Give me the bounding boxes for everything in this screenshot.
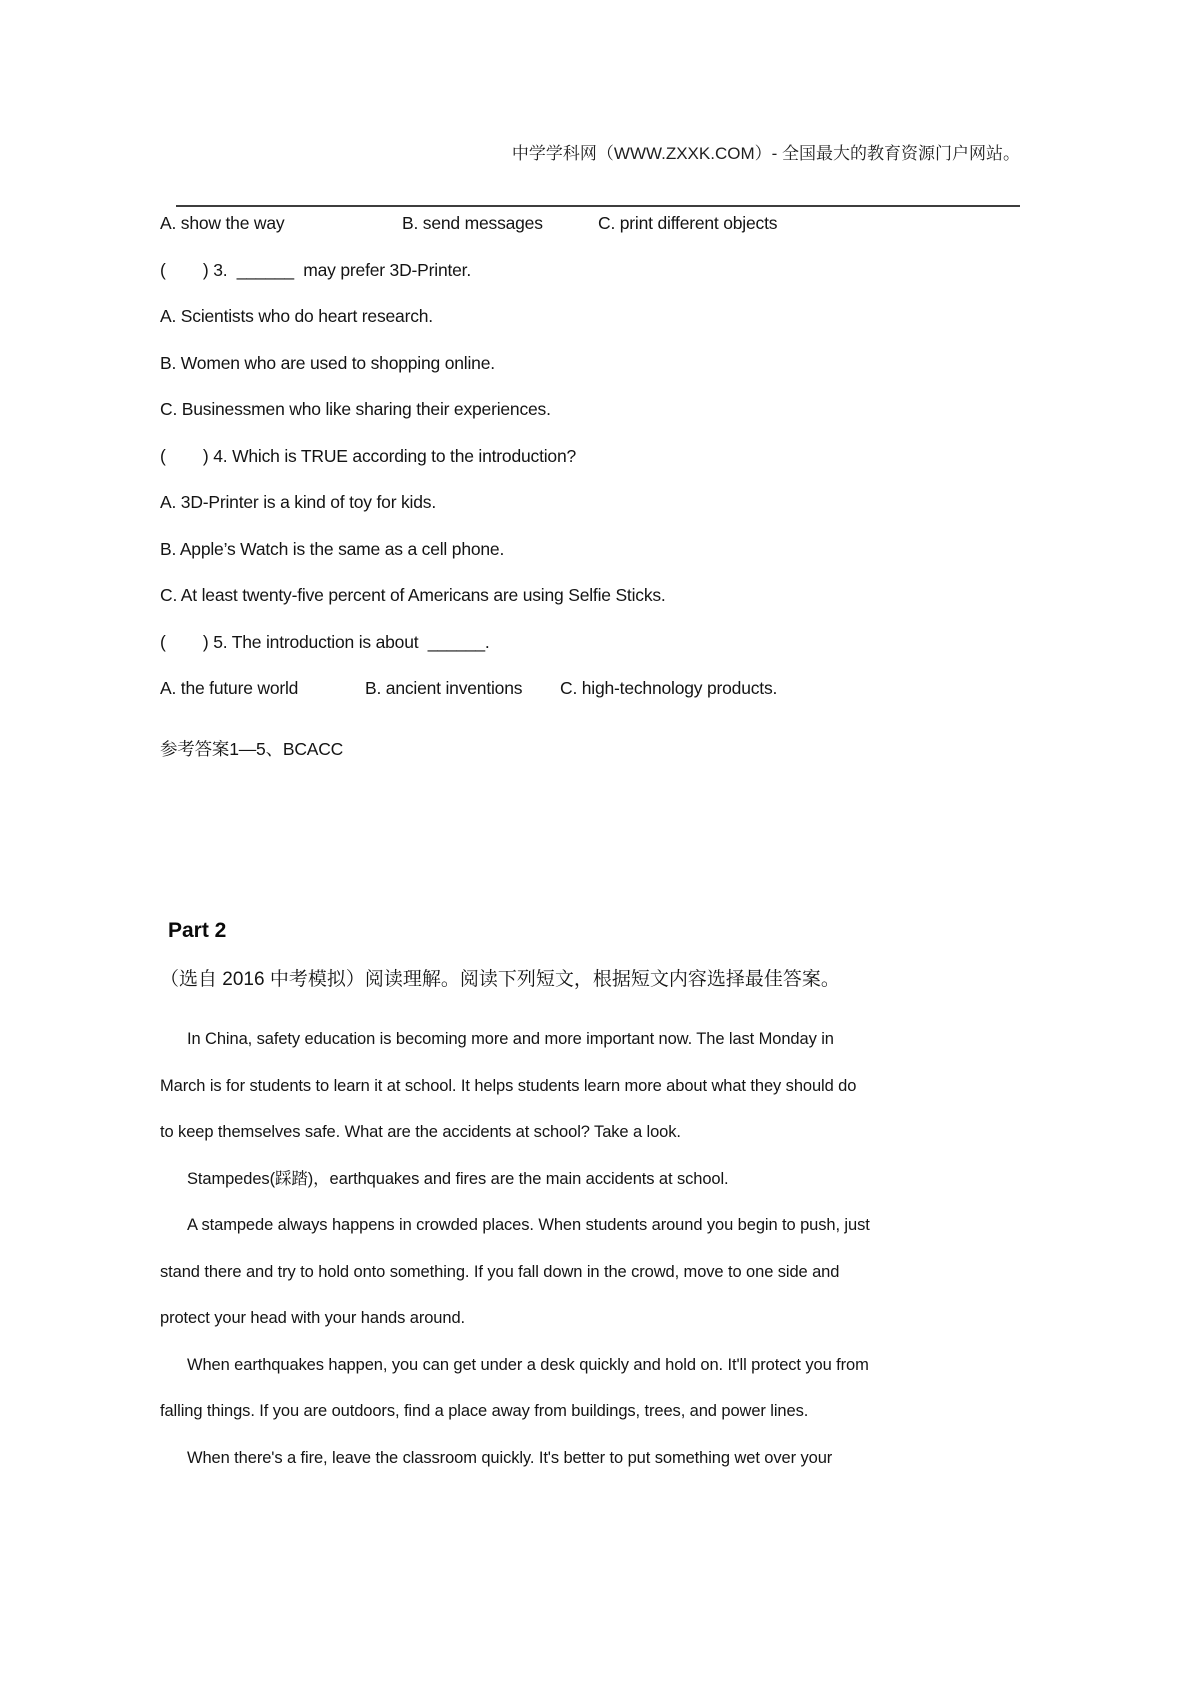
- passage-line: When earthquakes happen, you can get under a desk quickly and hold on. It'll protect you from: [187, 1355, 869, 1374]
- passage-line: Stampedes(踩踏)，earthquakes and fires are the main accidents at school.: [187, 1169, 729, 1188]
- q4-option-a: A. 3D-Printer is a kind of toy for kids.: [160, 492, 436, 512]
- site-header: [176, 106, 1020, 207]
- question5-stem: ( ) 5. The introduction is about ______.: [160, 631, 490, 652]
- q5-option-b: B. ancient inventions: [365, 678, 523, 698]
- q5-option-c: C. high-technology products.: [560, 678, 778, 698]
- part2-passage: [160, 1016, 1070, 1481]
- q2-option-c: C. print different objects: [598, 213, 778, 233]
- q4-option-c: C. At least twenty-five percent of Americans are using Selfie Sticks.: [160, 585, 666, 605]
- passage-line: A stampede always happens in crowded places. When students around you begin to push, just: [187, 1216, 870, 1234]
- question4-stem: ( ) 4. Which is TRUE according to the introduction?: [160, 445, 577, 466]
- q2-option-a: A. show the way: [160, 213, 285, 233]
- q3-option-a: A. Scientists who do heart research.: [160, 306, 433, 326]
- part2-heading: Part 2: [168, 919, 227, 942]
- question2-options-row: [160, 200, 1060, 247]
- part1-questions-section: [160, 200, 1060, 772]
- answer-key-line: 参考答案1—5、BCACC: [160, 738, 344, 759]
- passage-line: stand there and try to hold onto something. If you fall down in the crowd, move to one side and: [160, 1262, 840, 1281]
- passage-line: falling things. If you are outdoors, find a place away from buildings, trees, and power lines.: [160, 1402, 809, 1420]
- passage-line: When there's a fire, leave the classroom quickly. It's better to put something wet over your: [187, 1448, 833, 1467]
- passage-line: to keep themselves safe. What are the accidents at school? Take a look.: [160, 1123, 681, 1141]
- q2-option-b: B. send messages: [402, 213, 543, 233]
- passage-line: March is for students to learn it at school. It helps students learn more about what they should do: [160, 1076, 857, 1095]
- part2-instruction: （选自 2016 中考模拟）阅读理解。阅读下列短文，根据短文内容选择最佳答案。: [160, 969, 840, 990]
- q3-option-b: B. Women who are used to shopping online.: [160, 352, 495, 373]
- question3-stem: ( ) 3. ______ may prefer 3D-Printer.: [160, 259, 471, 280]
- site-watermark-text: 中学学科网（WWW.ZXXK.COM）- 全国最大的教育资源门户网站。: [511, 144, 1020, 163]
- question5-options-row: [160, 665, 1060, 712]
- q5-option-a: A. the future world: [160, 678, 299, 698]
- passage-line: protect your head with your hands around.: [160, 1309, 466, 1327]
- q4-option-b: B. Apple’s Watch is the same as a cell phone.: [160, 538, 505, 559]
- passage-line: In China, safety education is becoming more and more important now. The last Monday in: [187, 1030, 834, 1048]
- q3-option-c: C. Businessmen who like sharing their experiences.: [160, 399, 551, 419]
